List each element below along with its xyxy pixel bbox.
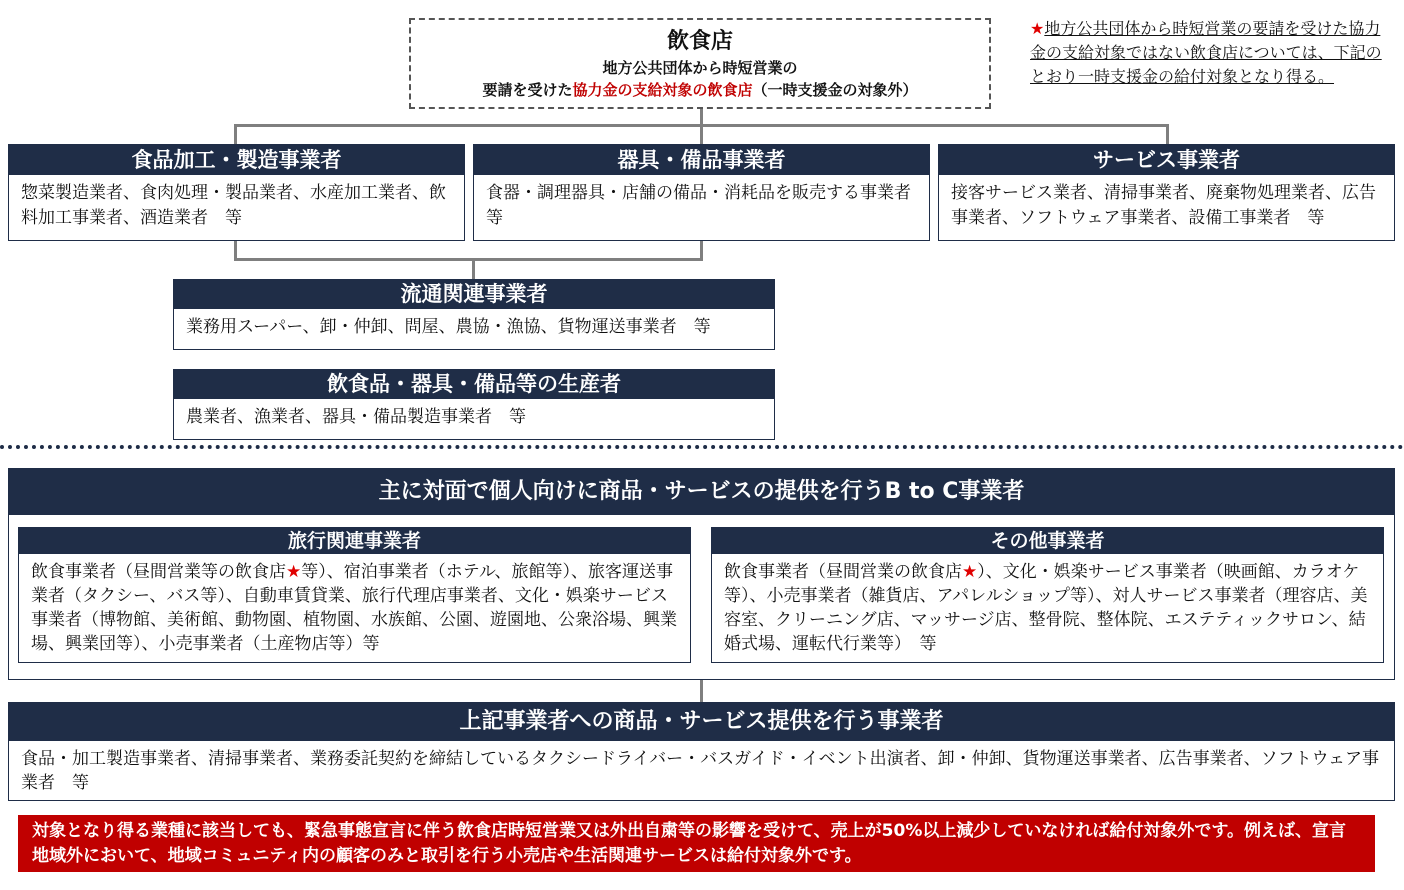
travel-body (19, 554, 690, 656)
restaurant-line2-post: （一時支援金の対象外） (752, 81, 918, 99)
distribution-box (173, 279, 775, 350)
warning-text: 対象となり得る業種に該当しても、緊急事態宣言に伴う飲食店時短営業又は外出自粛等の影響を受けて、売上が50%以上減少していなければ給付対象外です。例えば、宣言地域外において、地域コミュニティ内の顧客のみと取引を行う小売店や生活関連サービスは給付対象外です。 (32, 821, 1346, 866)
producer-body: 農業者、漁業者、器具・備品製造事業者 等 (186, 407, 526, 427)
equipment-title: 器具・備品事業者 (474, 145, 929, 175)
equipment-box (473, 144, 930, 241)
suppliers-box (8, 702, 1395, 801)
connector-to-distribution (472, 258, 475, 280)
producer-box (173, 369, 775, 440)
others-body-pre: 飲食事業者（昼間営業の飲食店 (724, 562, 962, 582)
star-icon: ★ (286, 562, 302, 582)
suppliers-title: 上記事業者への商品・サービス提供を行う事業者 (9, 703, 1394, 741)
service-box (938, 144, 1395, 241)
distribution-body: 業務用スーパー、卸・仲卸、問屋、農協・漁協、貨物運送事業者 等 (186, 317, 711, 337)
travel-title: 旅行関連事業者 (19, 528, 690, 554)
food-processing-body: 惣菜製造業者、食肉処理・製品業者、水産加工業者、飲料加工事業者、酒造業者 等 (21, 183, 446, 228)
connector-to-equipment (700, 124, 703, 144)
connector-food-down (234, 240, 237, 260)
restaurant-title: 飲食店 (666, 29, 733, 54)
others-box (711, 527, 1384, 663)
restaurant-line1: 地方公共団体から時短営業の (602, 59, 798, 77)
section-divider (0, 445, 1404, 449)
connector-bottom-horizontal (234, 258, 703, 261)
producer-title: 飲食品・器具・備品等の生産者 (174, 370, 774, 399)
travel-body-post: 等）、宿泊事業者（ホテル、旅館等）、旅客運送事業者（タクシー、バス等）、自動車賃貸業、旅行代理店事業者、文化・娯楽サービス事業者（博物館、美術館、動物園、植物園、水族館、公園、遊園地、公衆浴場、興業場、興業団等）、小売事業者（土産物店等）等 (31, 562, 677, 654)
note (1030, 17, 1390, 89)
travel-box (18, 527, 691, 663)
star-icon: ★ (962, 562, 978, 582)
service-title: サービス事業者 (939, 145, 1394, 175)
note-text: 地方公共団体から時短営業の要請を受けた協力金の支給対象ではない飲食店については、下記のとおり一時支援金の給付対象となり得る。 (1030, 19, 1382, 86)
travel-body-pre: 飲食事業者（昼間営業等の飲食店 (31, 562, 286, 582)
restaurant-line2 (411, 79, 989, 101)
service-body: 接客サービス業者、清掃事業者、廃棄物処理業者、広告事業者、ソフトウェア事業者、設備工事業者 等 (951, 183, 1376, 228)
others-body (712, 554, 1383, 656)
others-body-post: ）、文化・娯楽サービス事業者（映画館、カラオケ等）、小売事業者（雑貨店、アパレルショップ等）、対人サービス事業者（理容店、美容室、クリーニング店、マッサージ店、整骨院、整体院、エステティックサロン、結婚式場、運転代行業等） 等 (724, 562, 1368, 654)
connector-to-food (234, 124, 237, 144)
warning-box (18, 815, 1375, 872)
restaurant-box (409, 18, 991, 109)
restaurant-line2-pre: 要請を受けた (482, 81, 573, 99)
suppliers-body: 食品・加工製造事業者、清掃事業者、業務委託契約を締結しているタクシードライバー・バスガイド・イベント出演者、卸・仲卸、貨物運送事業者、広告事業者、ソフトウェア事業者 等 (21, 749, 1379, 793)
distribution-title: 流通関連事業者 (174, 280, 774, 309)
connector-btoc-to-suppliers (700, 679, 703, 703)
food-processing-box (8, 144, 465, 241)
btoc-title: 主に対面で個人向けに商品・サービスの提供を行うB to C事業者 (9, 469, 1394, 515)
restaurant-line2-red: 協力金の支給対象の飲食店 (572, 81, 753, 99)
others-title: その他事業者 (712, 528, 1383, 554)
connector-to-service (1166, 124, 1169, 144)
star-icon: ★ (1030, 19, 1045, 38)
connector-equipment-down (700, 240, 703, 260)
equipment-body: 食器・調理器具・店舗の備品・消耗品を販売する事業者 等 (486, 183, 928, 228)
food-processing-title: 食品加工・製造事業者 (9, 145, 464, 175)
